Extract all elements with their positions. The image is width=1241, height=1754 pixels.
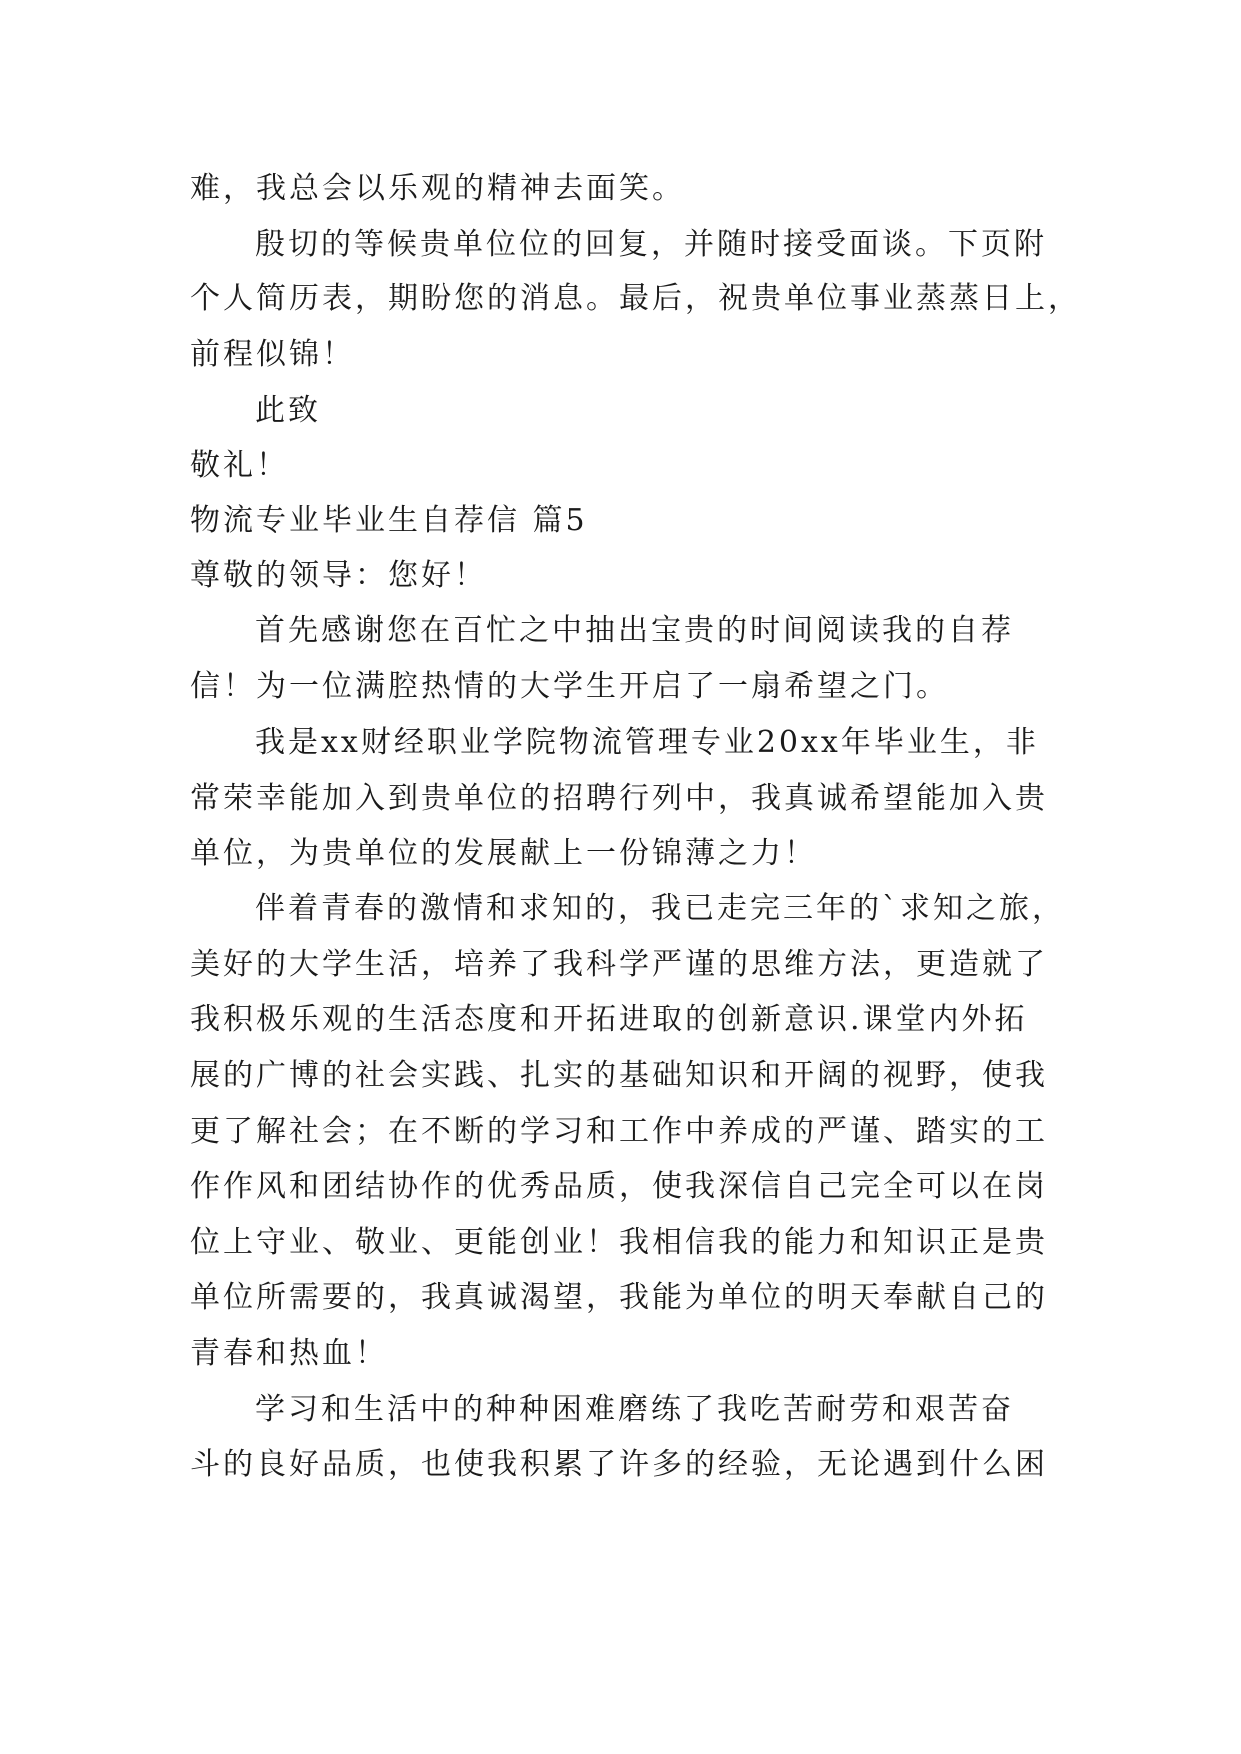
- section-title: 物流专业毕业生自荐信 篇5: [190, 503, 588, 538]
- text-line: 作作风和团结协作的优秀品质，使我深信自己完全可以在岗: [190, 1169, 1048, 1204]
- text-line: 信！为一位满腔热情的大学生开启了一扇希望之门。: [190, 669, 949, 704]
- text-line: 常荣幸能加入到贵单位的招聘行列中，我真诚希望能加入贵: [190, 781, 1048, 816]
- text-line: 个人简历表，期盼您的消息。最后，祝贵单位事业蒸蒸日上，: [190, 281, 1081, 316]
- text-line: 单位所需要的，我真诚渴望，我能为单位的明天奉献自己的: [190, 1280, 1048, 1315]
- text-line: 单位，为贵单位的发展献上一份锦薄之力！: [190, 836, 817, 871]
- closing-line: 敬礼！: [190, 448, 289, 483]
- text-line: 斗的良好品质，也使我积累了许多的经验，无论遇到什么困: [190, 1447, 1048, 1482]
- text-line: 首先感谢您在百忙之中抽出宝贵的时间阅读我的自荐: [255, 613, 1014, 648]
- text-line: 我积极乐观的生活态度和开拓进取的创新意识.课堂内外拓: [190, 1002, 1028, 1037]
- text-line: 殷切的等候贵单位位的回复，并随时接受面谈。下页附: [255, 227, 1047, 262]
- greeting-line: 尊敬的领导：您好！: [190, 558, 487, 593]
- text-line: 展的广博的社会实践、扎实的基础知识和开阔的视野，使我: [190, 1058, 1048, 1093]
- text-line: 前程似锦！: [190, 337, 355, 372]
- text-line: 学习和生活中的种种困难磨练了我吃苦耐劳和艰苦奋: [255, 1392, 1014, 1427]
- text-line: 难，我总会以乐观的精神去面笑。: [190, 171, 685, 206]
- text-line: 青春和热血！: [190, 1336, 388, 1371]
- text-line: 美好的大学生活，培养了我科学严谨的思维方法，更造就了: [190, 947, 1048, 982]
- text-line: 伴着青春的激情和求知的，我已走完三年的`求知之旅，: [255, 891, 1065, 926]
- salutation-line: 此致: [255, 393, 321, 428]
- text-line: 位上守业、敬业、更能创业！我相信我的能力和知识正是贵: [190, 1225, 1048, 1260]
- text-line: 更了解社会；在不断的学习和工作中养成的严谨、踏实的工: [190, 1114, 1048, 1149]
- text-line: 我是xx财经职业学院物流管理专业20xx年毕业生，非: [255, 725, 1039, 760]
